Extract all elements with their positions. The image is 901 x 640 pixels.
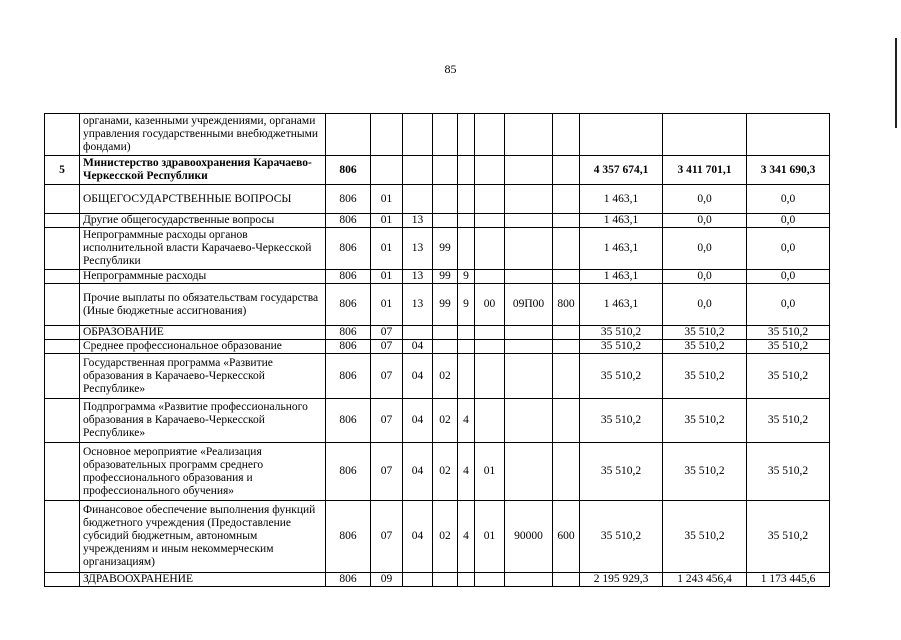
subprogram-code-cell: 9	[458, 270, 475, 284]
section-code-cell	[371, 156, 403, 185]
section-code-cell: 07	[371, 340, 403, 354]
row-number-cell	[45, 228, 80, 270]
table-row	[45, 326, 830, 340]
expense-type-cell	[553, 270, 580, 284]
item-name-cell: Среднее профессиональное образование	[80, 340, 326, 354]
activity-code-cell	[475, 326, 505, 340]
row-number-cell	[45, 573, 80, 587]
row-number-cell	[45, 114, 80, 156]
department-code-cell: 806	[326, 573, 371, 587]
amount-year3-cell: 0,0	[747, 270, 830, 284]
amount-year2-cell: 1 243 456,4	[663, 573, 747, 587]
subsection-code-cell: 13	[403, 228, 433, 270]
department-code-cell: 806	[326, 156, 371, 185]
expense-type-cell	[553, 399, 580, 443]
direction-code-cell	[505, 156, 553, 185]
program-code-cell	[433, 340, 458, 354]
section-code-cell: 01	[371, 284, 403, 326]
direction-code-cell	[505, 214, 553, 228]
item-name-cell: Основное мероприятие «Реализация образовательных программ среднего профессионального образования и профессионального обучения»	[80, 443, 326, 501]
subsection-code-cell: 13	[403, 214, 433, 228]
section-code-cell: 07	[371, 326, 403, 340]
subsection-code-cell	[403, 185, 433, 214]
row-number-cell	[45, 270, 80, 284]
subsection-code-cell	[403, 326, 433, 340]
direction-code-cell	[505, 340, 553, 354]
amount-year1-cell	[580, 114, 663, 156]
section-code-cell: 01	[371, 185, 403, 214]
table-row	[45, 114, 830, 156]
amount-year3-cell: 1 173 445,6	[747, 573, 830, 587]
amount-year1-cell: 35 510,2	[580, 501, 663, 573]
activity-code-cell: 01	[475, 443, 505, 501]
activity-code-cell	[475, 399, 505, 443]
amount-year3-cell: 0,0	[747, 214, 830, 228]
amount-year1-cell: 35 510,2	[580, 399, 663, 443]
department-code-cell: 806	[326, 185, 371, 214]
activity-code-cell	[475, 185, 505, 214]
amount-year2-cell: 35 510,2	[663, 443, 747, 501]
row-number-cell	[45, 214, 80, 228]
subprogram-code-cell: 4	[458, 501, 475, 573]
activity-code-cell	[475, 270, 505, 284]
section-code-cell	[371, 114, 403, 156]
amount-year1-cell: 1 463,1	[580, 185, 663, 214]
subprogram-code-cell: 9	[458, 284, 475, 326]
item-name-cell: органами, казенными учреждениями, органами управления государственными внебюджетными фондами)	[80, 114, 326, 156]
subprogram-code-cell	[458, 214, 475, 228]
item-name-cell: ОБРАЗОВАНИЕ	[80, 326, 326, 340]
amount-year2-cell	[663, 114, 747, 156]
subsection-code-cell	[403, 114, 433, 156]
amount-year2-cell: 35 510,2	[663, 326, 747, 340]
section-code-cell: 07	[371, 501, 403, 573]
amount-year3-cell: 35 510,2	[747, 443, 830, 501]
program-code-cell: 02	[433, 443, 458, 501]
department-code-cell: 806	[326, 501, 371, 573]
expense-type-cell	[553, 228, 580, 270]
subprogram-code-cell	[458, 114, 475, 156]
item-name-cell: Прочие выплаты по обязательствам государства (Иные бюджетные ассигнования)	[80, 284, 326, 326]
subsection-code-cell: 13	[403, 284, 433, 326]
amount-year2-cell: 35 510,2	[663, 501, 747, 573]
amount-year2-cell: 0,0	[663, 270, 747, 284]
direction-code-cell	[505, 326, 553, 340]
amount-year1-cell: 1 463,1	[580, 270, 663, 284]
amount-year2-cell: 35 510,2	[663, 399, 747, 443]
table-row	[45, 270, 830, 284]
table-row	[45, 399, 830, 443]
amount-year3-cell: 35 510,2	[747, 501, 830, 573]
amount-year3-cell: 0,0	[747, 284, 830, 326]
direction-code-cell	[505, 573, 553, 587]
row-number-cell	[45, 399, 80, 443]
section-code-cell: 01	[371, 270, 403, 284]
department-code-cell	[326, 114, 371, 156]
direction-code-cell	[505, 399, 553, 443]
expense-type-cell	[553, 214, 580, 228]
program-code-cell: 02	[433, 501, 458, 573]
program-code-cell	[433, 114, 458, 156]
activity-code-cell	[475, 114, 505, 156]
subsection-code-cell: 04	[403, 340, 433, 354]
expense-type-cell	[553, 354, 580, 399]
amount-year2-cell: 0,0	[663, 214, 747, 228]
amount-year1-cell: 1 463,1	[580, 214, 663, 228]
amount-year3-cell: 35 510,2	[747, 340, 830, 354]
row-number-cell	[45, 501, 80, 573]
row-number-cell	[45, 443, 80, 501]
department-code-cell: 806	[326, 340, 371, 354]
row-number-cell	[45, 326, 80, 340]
table-row	[45, 185, 830, 214]
expense-type-cell	[553, 443, 580, 501]
activity-code-cell	[475, 573, 505, 587]
item-name-cell: Подпрограмма «Развитие профессионального образования в Карачаево-Черкесской Республике»	[80, 399, 326, 443]
table-row	[45, 156, 830, 185]
table-row	[45, 340, 830, 354]
direction-code-cell	[505, 114, 553, 156]
subsection-code-cell: 04	[403, 443, 433, 501]
direction-code-cell	[505, 443, 553, 501]
expense-type-cell	[553, 326, 580, 340]
department-code-cell: 806	[326, 228, 371, 270]
department-code-cell: 806	[326, 326, 371, 340]
program-code-cell: 99	[433, 270, 458, 284]
program-code-cell	[433, 185, 458, 214]
amount-year3-cell: 35 510,2	[747, 399, 830, 443]
table-row	[45, 573, 830, 587]
expense-type-cell	[553, 573, 580, 587]
item-name-cell: ОБЩЕГОСУДАРСТВЕННЫЕ ВОПРОСЫ	[80, 185, 326, 214]
program-code-cell	[433, 156, 458, 185]
amount-year1-cell: 2 195 929,3	[580, 573, 663, 587]
expense-type-cell	[553, 156, 580, 185]
subprogram-code-cell	[458, 340, 475, 354]
department-code-cell: 806	[326, 443, 371, 501]
expense-type-cell: 800	[553, 284, 580, 326]
department-code-cell: 806	[326, 354, 371, 399]
budget-table-body	[45, 114, 830, 587]
activity-code-cell	[475, 156, 505, 185]
section-code-cell: 09	[371, 573, 403, 587]
direction-code-cell: 09П00	[505, 284, 553, 326]
amount-year3-cell: 0,0	[747, 185, 830, 214]
subprogram-code-cell	[458, 573, 475, 587]
amount-year3-cell: 0,0	[747, 228, 830, 270]
subprogram-code-cell: 4	[458, 399, 475, 443]
activity-code-cell	[475, 340, 505, 354]
amount-year3-cell: 35 510,2	[747, 354, 830, 399]
amount-year3-cell: 35 510,2	[747, 326, 830, 340]
amount-year2-cell: 0,0	[663, 185, 747, 214]
section-code-cell: 01	[371, 228, 403, 270]
subsection-code-cell: 13	[403, 270, 433, 284]
table-row	[45, 214, 830, 228]
row-number-cell	[45, 185, 80, 214]
item-name-cell: Непрограммные расходы	[80, 270, 326, 284]
item-name-cell: Министерство здравоохранения Карачаево-Черкесской Республики	[80, 156, 326, 185]
program-code-cell	[433, 573, 458, 587]
item-name-cell: Государственная программа «Развитие образования в Карачаево-Черкесской Республике»	[80, 354, 326, 399]
amount-year2-cell: 0,0	[663, 284, 747, 326]
activity-code-cell: 01	[475, 501, 505, 573]
subprogram-code-cell: 4	[458, 443, 475, 501]
item-name-cell: Финансовое обеспечение выполнения функций бюджетного учреждения (Предоставление субсидий бюджетным, автономным учреждениям и иным некоммерческим организациям)	[80, 501, 326, 573]
amount-year1-cell: 1 463,1	[580, 228, 663, 270]
subsection-code-cell: 04	[403, 399, 433, 443]
program-code-cell: 99	[433, 228, 458, 270]
direction-code-cell	[505, 354, 553, 399]
subprogram-code-cell	[458, 228, 475, 270]
direction-code-cell	[505, 185, 553, 214]
table-row	[45, 354, 830, 399]
amount-year1-cell: 35 510,2	[580, 340, 663, 354]
table-row	[45, 501, 830, 573]
subprogram-code-cell	[458, 326, 475, 340]
subprogram-code-cell	[458, 354, 475, 399]
program-code-cell: 02	[433, 399, 458, 443]
item-name-cell: Другие общегосударственные вопросы	[80, 214, 326, 228]
section-code-cell: 07	[371, 399, 403, 443]
activity-code-cell	[475, 228, 505, 270]
scan-edge-mark	[895, 38, 897, 128]
department-code-cell: 806	[326, 284, 371, 326]
row-number-cell	[45, 340, 80, 354]
amount-year1-cell: 4 357 674,1	[580, 156, 663, 185]
program-code-cell	[433, 214, 458, 228]
table-row	[45, 443, 830, 501]
direction-code-cell: 90000	[505, 501, 553, 573]
amount-year2-cell: 35 510,2	[663, 354, 747, 399]
activity-code-cell: 00	[475, 284, 505, 326]
subprogram-code-cell	[458, 185, 475, 214]
expense-type-cell: 600	[553, 501, 580, 573]
amount-year1-cell: 1 463,1	[580, 284, 663, 326]
subprogram-code-cell	[458, 156, 475, 185]
budget-table	[44, 113, 830, 587]
department-code-cell: 806	[326, 214, 371, 228]
activity-code-cell	[475, 354, 505, 399]
amount-year2-cell: 3 411 701,1	[663, 156, 747, 185]
amount-year1-cell: 35 510,2	[580, 354, 663, 399]
row-number-cell	[45, 284, 80, 326]
program-code-cell	[433, 326, 458, 340]
amount-year3-cell: 3 341 690,3	[747, 156, 830, 185]
item-name-cell: Непрограммные расходы органов исполнительной власти Карачаево-Черкесской Республики	[80, 228, 326, 270]
section-code-cell: 07	[371, 443, 403, 501]
table-row	[45, 284, 830, 326]
amount-year2-cell: 35 510,2	[663, 340, 747, 354]
page-number: 85	[444, 62, 457, 76]
department-code-cell: 806	[326, 270, 371, 284]
table-row	[45, 228, 830, 270]
expense-type-cell	[553, 114, 580, 156]
amount-year3-cell	[747, 114, 830, 156]
amount-year1-cell: 35 510,2	[580, 443, 663, 501]
row-number-cell	[45, 354, 80, 399]
amount-year1-cell: 35 510,2	[580, 326, 663, 340]
item-name-cell: ЗДРАВООХРАНЕНИЕ	[80, 573, 326, 587]
expense-type-cell	[553, 340, 580, 354]
program-code-cell: 99	[433, 284, 458, 326]
activity-code-cell	[475, 214, 505, 228]
section-code-cell: 01	[371, 214, 403, 228]
program-code-cell: 02	[433, 354, 458, 399]
direction-code-cell	[505, 270, 553, 284]
section-code-cell: 07	[371, 354, 403, 399]
row-number-cell: 5	[45, 156, 80, 185]
subsection-code-cell	[403, 573, 433, 587]
subsection-code-cell: 04	[403, 354, 433, 399]
expense-type-cell	[553, 185, 580, 214]
amount-year2-cell: 0,0	[663, 228, 747, 270]
department-code-cell: 806	[326, 399, 371, 443]
subsection-code-cell: 04	[403, 501, 433, 573]
subsection-code-cell	[403, 156, 433, 185]
direction-code-cell	[505, 228, 553, 270]
